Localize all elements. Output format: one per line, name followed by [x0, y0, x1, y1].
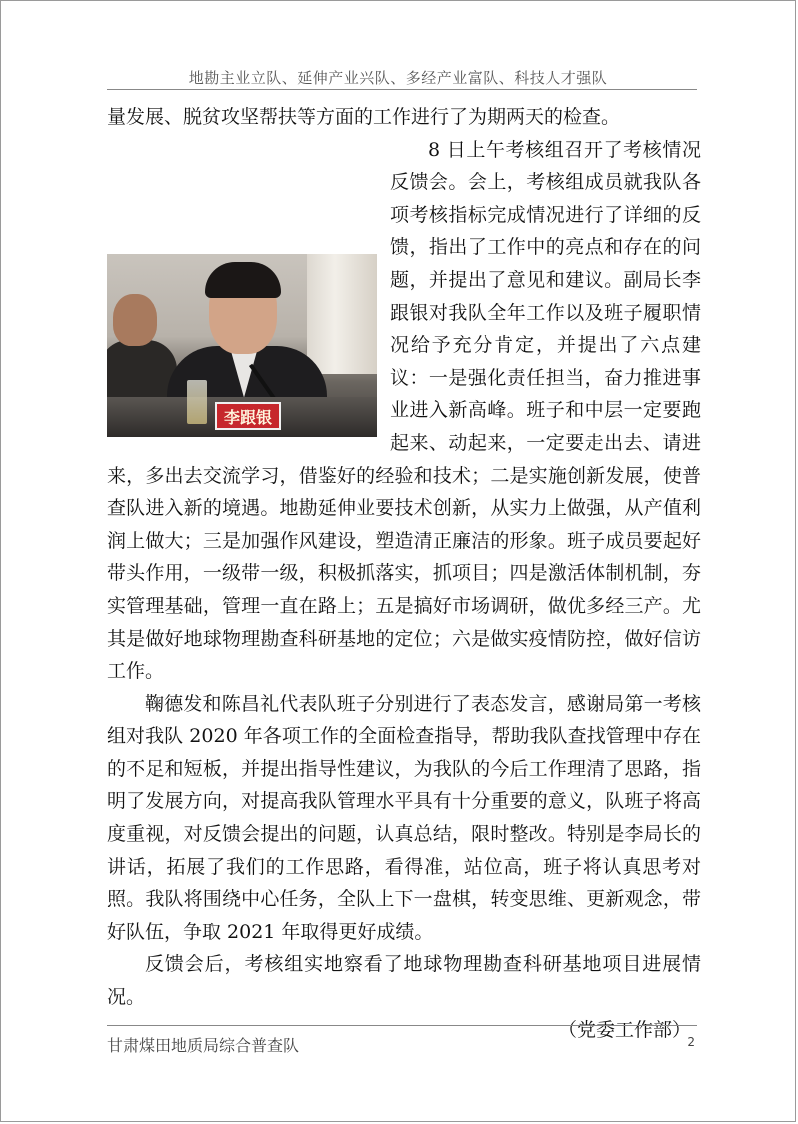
footer-divider: [107, 1025, 697, 1026]
paragraph-site-visit: 反馈会后，考核组实地察看了地球物理勘查科研基地项目进展情况。: [107, 953, 701, 1009]
nameplate: 李跟银: [215, 402, 281, 430]
running-header: 地勘主业立队、延伸产业兴队、多经产业富队、科技人才强队: [188, 69, 608, 87]
article-body: [107, 101, 701, 1046]
paragraph-feedback-meeting: 8 日上午考核组召开了考核情况反馈会。会上，考核组成员就我队各项考核指标完成情况进行了详细的反馈，指出了工作中的亮点和存在的问题，并提出了意见和建议。副局长李跟银对我队全年工作以及班子履职情况给予充分肯定，并提出了六点建议：一是强化责任担当，奋力推进事业进入新高峰。班子和中层一定要跑起来、动起来，一定要走出去、请进来，多出去交流学习，借鉴好的经验和技术；二是实施创新发展，使普查队进入新的境遇。地勘延伸业要技术创新，从实力上做强，从产值利润上做大；三是加强作风建设，塑造清正廉洁的形象。班子成员要起好带头作用，一级带一级，积极抓落实，抓项目；四是激活体制机制，夯实管理基础，管理一直在路上；五是搞好市场调研，做优多经三产。尤其是做好地球物理勘查科研基地的定位；六是做实疫情防控，做好信访工作。: [107, 138, 701, 683]
tea-cup: [187, 380, 207, 424]
footer-organization: 甘肃煤田地质局综合普查队: [107, 1036, 300, 1055]
paragraph-continued: 量发展、脱贫攻坚帮扶等方面的工作进行了为期两天的检查。: [107, 106, 621, 128]
paragraph-response: 鞠德发和陈昌礼代表队班子分别进行了表态发言，感谢局第一考核组对我队 2020 年各项工作的全面检查指导，帮助我队查找管理中存在的不足和短板，并提出指导性建议，为我队的今后工作理清了思路，指明了发展方向，对提高我队管理水平具有十分重要的意义，队班子将高度重视，对反馈会提出的问题，认真总结，限时整改。特别是李局长的讲话，拓展了我们的工作思路，看得准，站位高，班子将认真思考对照。我队将围绕中心任务，全队上下一盘棋，转变思维、更新观念，带好队伍，争取 2021 年取得更好成绩。: [107, 692, 701, 943]
signature: （党委工作部）: [557, 1018, 691, 1041]
header-divider: [107, 89, 697, 90]
page-number: 2: [687, 1035, 695, 1049]
meeting-photo: [107, 254, 377, 437]
